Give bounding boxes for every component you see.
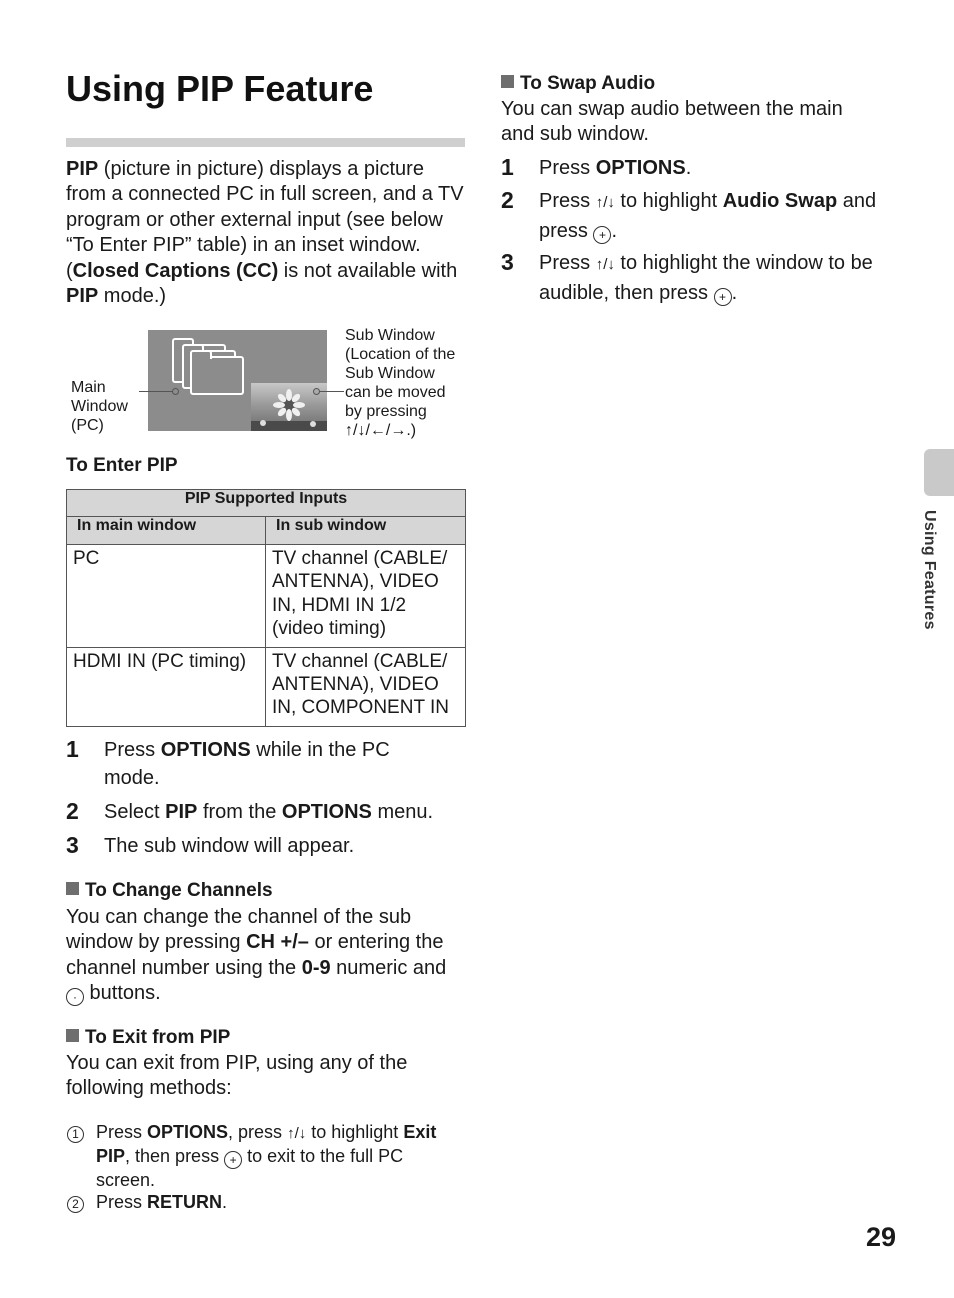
label-line: (PC): [71, 417, 104, 434]
intro-text: (picture in picture) displays a picture from a connected PC in full screen, and a TV program or other external input (see below “To Enter PIP” table) in an inset window. (: [66, 158, 464, 282]
bold-text: RETURN: [147, 1192, 223, 1212]
main-window-leader-line: [139, 391, 173, 392]
bold-text: OPTIONS: [281, 801, 372, 823]
step-text: [539, 154, 889, 182]
exit-pip-body: You can exit from PIP, using any of the following methods:: [66, 1052, 408, 1100]
step-text: [104, 736, 424, 792]
number-circle-icon: 1: [67, 1126, 84, 1143]
step-number: 2: [66, 798, 79, 824]
up-down-arrow-icon: ↑/↓: [595, 194, 615, 211]
text: , press: [228, 1122, 288, 1142]
swap-audio-heading: [501, 73, 655, 95]
heading-text: To Swap Audio: [520, 73, 656, 94]
page-title: Using PIP Feature: [66, 68, 374, 109]
label-line: Sub Window: [345, 365, 435, 382]
label-line: Main: [71, 379, 106, 396]
exit-method-text: [96, 1121, 466, 1192]
method-number-circle: [67, 1195, 84, 1213]
intro-text: mode.): [98, 285, 167, 308]
bold-text: PIP: [165, 801, 198, 823]
up-down-arrow-icon: ↑/↓: [287, 1125, 307, 1142]
text: numeric and: [330, 956, 447, 979]
bold-text: OPTIONS: [147, 1122, 229, 1142]
step-number: 3: [66, 832, 79, 858]
bold-text: OPTIONS: [595, 157, 686, 179]
text: to highlight: [614, 190, 723, 212]
text: Press: [96, 1192, 148, 1212]
bold-text: Audio Swap: [722, 190, 838, 212]
intro-bold-pip: PIP: [66, 158, 99, 180]
table-cell: HDMI IN (PC timing): [67, 647, 266, 726]
label-line: Sub Window: [345, 327, 435, 344]
section-tab: [924, 449, 954, 496]
text: You can change the channel of the sub window by pressing: [66, 906, 412, 954]
method-number-circle: [67, 1125, 84, 1143]
bold-text: OPTIONS: [160, 739, 251, 761]
square-bullet-icon: [66, 1029, 79, 1042]
table-header-sub: In sub window: [266, 517, 466, 545]
text: Press: [539, 252, 596, 274]
text: while in the PC mode.: [104, 739, 390, 789]
leader-dot: [313, 388, 320, 395]
text: .: [222, 1192, 228, 1212]
step-number: 1: [501, 154, 514, 180]
leader-dot: [172, 388, 179, 395]
text: to highlight: [306, 1122, 404, 1142]
step-number: 3: [501, 249, 514, 275]
table-row: [67, 647, 466, 726]
exit-pip-heading: [66, 1027, 230, 1049]
text: Press: [539, 190, 596, 212]
table-cell: TV channel (CABLE/ ANTENNA), VIDEO IN, HDMI IN 1/2 (video timing): [266, 545, 466, 648]
text: , then press: [125, 1146, 225, 1166]
text: and press: [539, 190, 877, 242]
page-number: 29: [866, 1222, 897, 1252]
sub-window-label: [345, 326, 455, 440]
text: to highlight the window to be audible, then press: [539, 252, 873, 304]
title-rule: [66, 138, 465, 147]
change-channels-heading: [66, 880, 273, 902]
step-text: The sub window will appear.: [104, 835, 355, 857]
text: Select: [104, 801, 166, 823]
label-line: by pressing: [345, 403, 427, 420]
number-circle-icon: 2: [67, 1196, 84, 1213]
label-line: Window: [71, 398, 128, 415]
section-side-label: Using Features: [921, 510, 938, 630]
step-number: 2: [501, 187, 514, 213]
table-row: [67, 545, 466, 648]
circle-dot-icon: ·: [66, 988, 84, 1006]
bold-text: 0-9: [301, 956, 331, 979]
step-text: [539, 249, 889, 307]
circle-plus-icon: +: [714, 288, 732, 306]
text: .: [685, 157, 692, 179]
label-line: can be moved: [345, 384, 446, 401]
intro-bold-cc: Closed Captions (CC): [72, 259, 279, 282]
text: Press: [104, 739, 161, 761]
pip-inputs-table: [66, 489, 466, 727]
table-cell: PC: [67, 545, 266, 648]
text: .: [731, 282, 738, 304]
step-text: [539, 187, 889, 245]
label-line: (Location of the: [345, 346, 456, 363]
step-text: [104, 798, 464, 826]
enter-pip-heading: To Enter PIP: [66, 455, 178, 476]
folder-icon: [190, 356, 244, 395]
text: buttons.: [84, 982, 161, 1005]
square-bullet-icon: [501, 75, 514, 88]
square-bullet-icon: [66, 882, 79, 895]
circle-plus-icon: +: [593, 226, 611, 244]
intro-paragraph: [66, 157, 466, 309]
text: Press: [96, 1122, 148, 1142]
text: .: [611, 220, 618, 242]
sub-window-leader-line: [316, 391, 344, 392]
swap-audio-body: You can swap audio between the main and sub window.: [501, 98, 843, 146]
circle-plus-icon: +: [224, 1151, 242, 1169]
text: Press: [539, 157, 596, 179]
table-caption: PIP Supported Inputs: [67, 490, 466, 517]
up-down-arrow-icon: ↑/↓: [595, 256, 615, 273]
main-window-label: [71, 378, 128, 435]
text: menu.: [371, 801, 434, 823]
heading-text: To Exit from PIP: [85, 1027, 231, 1048]
table-header-main: In main window: [67, 517, 266, 545]
text: to exit to the full PC screen.: [96, 1146, 404, 1190]
exit-method-text: [96, 1191, 466, 1214]
intro-text: is not available with: [278, 259, 458, 282]
label-line: ↑/↓/←/→.): [345, 422, 417, 439]
table-cell: TV channel (CABLE/ ANTENNA), VIDEO IN, COMPONENT IN: [266, 647, 466, 726]
text: from the: [197, 801, 282, 823]
intro-bold-pip: PIP: [66, 285, 99, 308]
heading-text: To Change Channels: [85, 880, 273, 901]
text: or entering the channel number using the: [66, 931, 444, 979]
step-number: 1: [66, 736, 79, 762]
bold-text: Exit PIP: [96, 1122, 437, 1166]
change-channels-body: [66, 905, 466, 1007]
bold-text: CH +/–: [246, 931, 309, 954]
